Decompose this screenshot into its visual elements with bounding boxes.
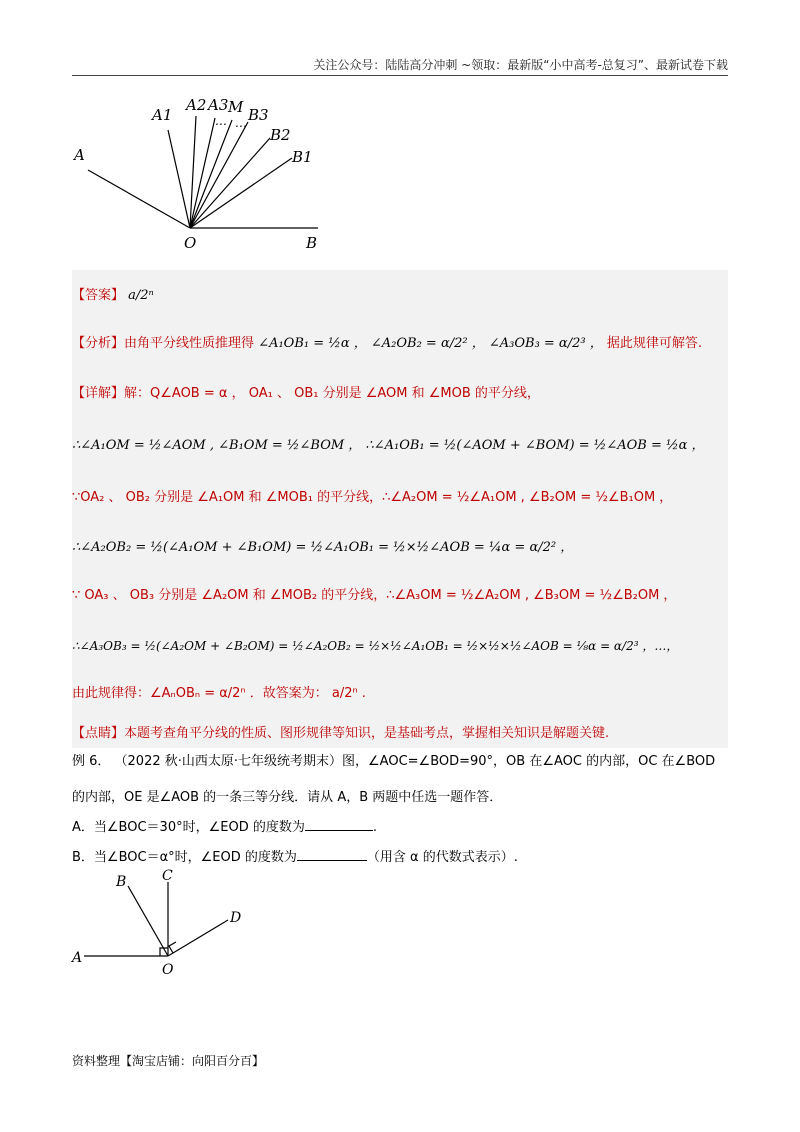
label-A: A	[74, 146, 85, 164]
comment-line	[72, 724, 609, 744]
option-b-text: B．当∠BOC＝α°时，∠EOD 的度数为	[72, 850, 297, 865]
option-b-tail: （用含 α 的代数式表示）.	[366, 850, 518, 865]
label-B: B	[306, 234, 318, 252]
detail-line-4	[72, 538, 573, 558]
label-B2: B2	[270, 126, 291, 144]
answer-blank-b[interactable]	[297, 848, 367, 861]
detail-line-6	[72, 636, 678, 657]
answer-line	[72, 286, 154, 306]
ellipsis-right: ⋯	[234, 119, 246, 133]
example-option-b	[72, 848, 518, 868]
detail-line-3	[72, 488, 672, 508]
label-D: D	[230, 910, 242, 926]
comment-tag: 【点睛】	[72, 726, 125, 741]
label-M: M	[228, 98, 244, 116]
label-C: C	[162, 868, 173, 884]
option-a-text: A．当∠BOC＝30°时，∠EOD 的度数为	[72, 820, 305, 835]
option-a-tail: .	[372, 820, 377, 835]
detail-text-1: 解：Q∠AOB = α ， OA₁ 、 OB₁ 分别是 ∠AOM 和 ∠MOB 的平分线，	[124, 386, 540, 401]
answer-tag: 【答案】	[72, 288, 125, 303]
label-A1: A1	[152, 106, 173, 124]
label-B1: B1	[292, 148, 313, 166]
detail-line-1	[72, 384, 540, 404]
angle-bisector-figure	[60, 90, 360, 260]
ellipsis-left: ⋯	[214, 117, 226, 131]
page-footer: 资料整理【淘宝店铺：向阳百分百】	[72, 1054, 265, 1068]
detail-text-2: ∴∠A₁OM = ½∠AOM , ∠B₁OM = ½∠BOM ， ∴∠A₁OB₁ = ½(∠AOM + ∠BOM) = ½∠AOB = ½α ，	[72, 438, 705, 453]
label-A3: A3	[208, 96, 229, 114]
analysis-expr: ∠A₁OB₁ = ½α ， ∠A₂OB₂ = α/2² ， ∠A₃OB₃ = α/2³ ，	[258, 336, 603, 351]
analysis-tag: 【分析】	[72, 336, 125, 351]
header-divider	[72, 75, 728, 76]
example-line-2: 的内部，OE 是∠AOB 的一条三等分线．请从 A，B 两题中任选一题作答．	[72, 790, 503, 805]
label-B3: B3	[248, 106, 269, 124]
detail-line-2	[72, 436, 705, 456]
label-B: B	[116, 874, 127, 890]
analysis-lead: 由角平分线性质推理得	[124, 336, 255, 351]
detail-text-3: ∵OA₂ 、 OB₂ 分别是 ∠A₁OM 和 ∠MOB₁ 的平分线，∴∠A₂OM = ½∠A₁OM , ∠B₂OM = ½∠B₁OM ，	[72, 490, 673, 505]
answer-expr: a/2ⁿ	[128, 288, 154, 303]
example-option-a	[72, 818, 377, 838]
comment-text: 本题考查角平分线的性质、图形规律等知识，是基础考点，掌握相关知识是解题关键.	[124, 726, 610, 741]
example-line-1: 例 6． （2022 秋·山西太原·七年级统考期末）图，∠AOC=∠BOD=90°，OB 在∠AOC 的内部，OC 在∠BOD	[72, 754, 716, 769]
label-A2: A2	[186, 96, 207, 114]
label-A: A	[72, 950, 83, 966]
detail-tag: 【详解】	[72, 386, 125, 401]
detail-line-7	[72, 684, 366, 704]
detail-text-6: ∴∠A₃OB₃ = ½(∠A₂OM + ∠B₂OM) = ½∠A₂OB₂ = ½×½∠A₁OB₁ = ½×½×½∠AOB = ⅛α = α/2³ ，…，	[72, 639, 679, 653]
analysis-tail: 据此规律可解答.	[606, 336, 702, 351]
page-header: 关注公众号：陆陆高分冲刺 ~领取：最新版“小中高考-总复习”、最新试卷下载	[313, 58, 728, 72]
detail-text-7: 由此规律得：∠AₙOBₙ = α/2ⁿ ．故答案为： a/2ⁿ .	[72, 686, 366, 701]
answer-blank-a[interactable]	[305, 818, 373, 831]
right-angles-figure	[60, 868, 260, 978]
label-O: O	[184, 234, 197, 252]
detail-text-4: ∴∠A₂OB₂ = ½(∠A₁OM + ∠B₁OM) = ½∠A₁OB₁ = ½×½∠AOB = ¼α = α/2² ，	[72, 540, 574, 555]
analysis-line	[72, 334, 702, 354]
detail-text-5: ∵ OA₃ 、 OB₃ 分别是 ∠A₂OM 和 ∠MOB₂ 的平分线，∴∠A₃OM = ½∠A₂OM , ∠B₃OM = ½∠B₂OM ，	[72, 588, 677, 603]
detail-line-5	[72, 586, 676, 606]
label-O: O	[162, 962, 174, 978]
